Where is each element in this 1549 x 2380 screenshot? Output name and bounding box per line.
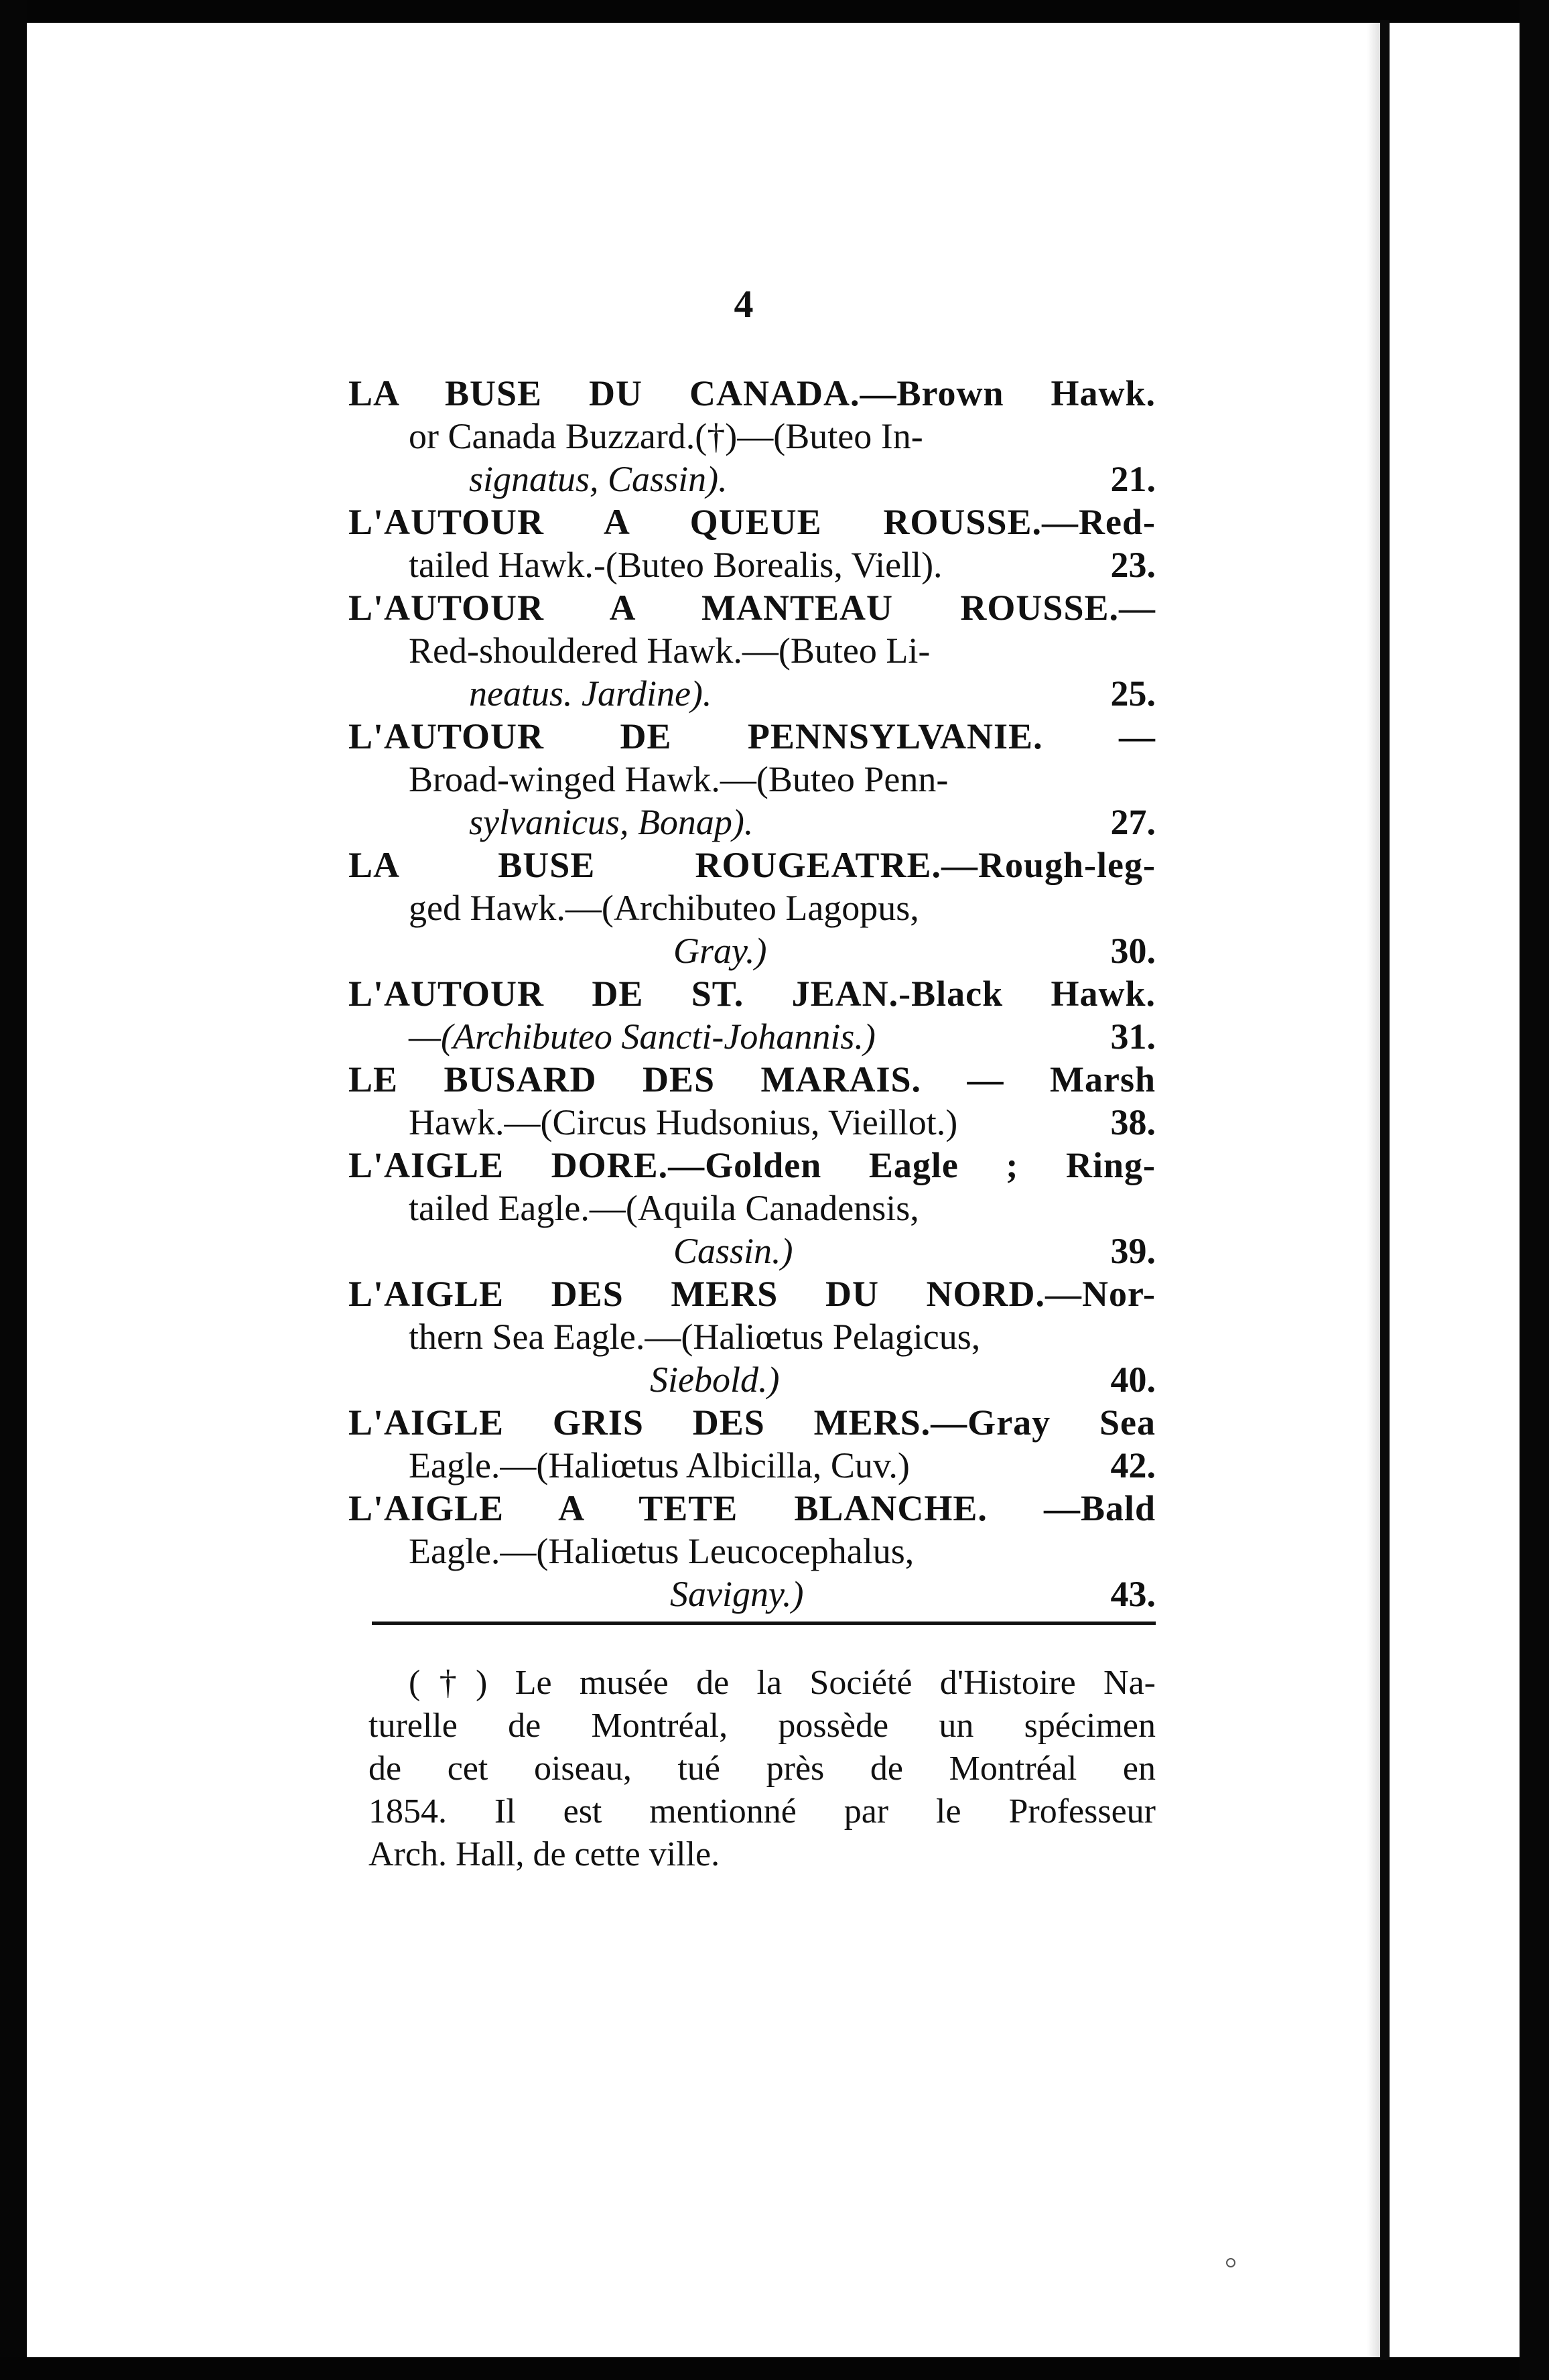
page-reference: 43. xyxy=(1110,1574,1156,1614)
toc-line-text: neatus. Jardine). xyxy=(469,673,712,714)
toc-line xyxy=(348,715,1156,758)
toc-line-text: or Canada Buzzard.(†)—(Buteo In- xyxy=(409,416,923,456)
toc-line xyxy=(348,1401,1156,1444)
page-fold-shadow xyxy=(1367,20,1380,2360)
toc-line xyxy=(348,501,1156,543)
toc-line-text: L'AIGLE A TETE BLANCHE. —Bald xyxy=(348,1488,1156,1528)
toc-line xyxy=(409,1101,1156,1144)
toc-line-text: Eagle.—(Haliœtus Leucocephalus, xyxy=(409,1531,915,1571)
page-reference: 42. xyxy=(1110,1445,1156,1485)
page-reference: 30. xyxy=(1110,931,1156,971)
toc-line-text: Broad-winged Hawk.—(Buteo Penn- xyxy=(409,759,949,799)
toc-line-text: L'AUTOUR DE ST. JEAN.-Black Hawk. xyxy=(348,974,1156,1014)
toc-line-text: Cassin.) xyxy=(673,1231,793,1271)
toc-line xyxy=(469,801,1156,844)
toc-line xyxy=(348,972,1156,1015)
table-of-contents xyxy=(348,372,1156,1615)
toc-line-text: Eagle.—(Haliœtus Albicilla, Cuv.) xyxy=(409,1445,910,1485)
toc-line xyxy=(670,1573,1156,1615)
toc-line-text: signatus, Cassin). xyxy=(469,459,728,499)
page-reference: 21. xyxy=(1110,459,1156,499)
page-reference: 39. xyxy=(1110,1231,1156,1271)
toc-line-text: Siebold.) xyxy=(650,1360,780,1400)
toc-line xyxy=(348,1144,1156,1187)
toc-line-text: thern Sea Eagle.—(Haliœtus Pelagicus, xyxy=(409,1317,981,1357)
page-number: 4 xyxy=(734,282,754,326)
paper-speck xyxy=(1226,2258,1235,2267)
toc-line xyxy=(348,1058,1156,1101)
toc-line xyxy=(673,1230,1156,1272)
footnote-line: 1854. Il est mentionné par le Professeur xyxy=(368,1792,1156,1831)
footnote xyxy=(368,1662,1156,1876)
page-reference: 40. xyxy=(1110,1360,1156,1400)
toc-line-text: L'AUTOUR DE PENNSYLVANIE. — xyxy=(348,716,1156,756)
scan-border-top xyxy=(0,0,1549,23)
footnote-line: (†) Le musée de la Société d'Histoire Na- xyxy=(409,1664,1156,1702)
toc-line xyxy=(348,1272,1156,1315)
toc-line-text: tailed Hawk.-(Buteo Borealis, Viell). xyxy=(409,545,943,585)
toc-line xyxy=(348,372,1156,415)
footnote-line: turelle de Montréal, possède un spécimen xyxy=(368,1707,1156,1745)
toc-line-text: Savigny.) xyxy=(670,1574,804,1614)
toc-line xyxy=(409,629,1156,672)
toc-line xyxy=(409,1530,1156,1573)
page-fold-line xyxy=(1380,20,1390,2360)
toc-line-text: tailed Eagle.—(Aquila Canadensis, xyxy=(409,1188,919,1228)
toc-line xyxy=(409,543,1156,586)
page-reference: 25. xyxy=(1110,673,1156,714)
toc-line xyxy=(409,758,1156,801)
toc-line-text: Gray.) xyxy=(673,931,767,971)
scan-border-right xyxy=(1520,0,1549,2380)
toc-line-text: L'AIGLE DES MERS DU NORD.—Nor- xyxy=(348,1274,1156,1314)
toc-line-text: L'AUTOUR A QUEUE ROUSSE.—Red- xyxy=(348,502,1156,542)
toc-line-text: LA BUSE ROUGEATRE.—Rough-leg- xyxy=(348,845,1156,885)
toc-line-text: Hawk.—(Circus Hudsonius, Vieillot.) xyxy=(409,1102,958,1142)
toc-line xyxy=(348,844,1156,886)
toc-line xyxy=(673,929,1156,972)
footnote-separator xyxy=(372,1622,1156,1625)
toc-line xyxy=(409,886,1156,929)
toc-line-text: Red-shouldered Hawk.—(Buteo Li- xyxy=(409,631,931,671)
toc-line xyxy=(469,672,1156,715)
toc-line xyxy=(348,1487,1156,1530)
page-reference: 38. xyxy=(1110,1102,1156,1142)
toc-line xyxy=(409,415,1156,458)
toc-line-text: LE BUSARD DES MARAIS. — Marsh xyxy=(348,1059,1156,1100)
scan-border-bottom xyxy=(0,2357,1549,2380)
toc-line xyxy=(469,458,1156,501)
toc-line xyxy=(409,1444,1156,1487)
page-reference: 27. xyxy=(1110,802,1156,842)
toc-line xyxy=(348,586,1156,629)
toc-line-text: L'AIGLE GRIS DES MERS.—Gray Sea xyxy=(348,1402,1156,1443)
toc-line-text: L'AIGLE DORE.—Golden Eagle ; Ring- xyxy=(348,1145,1156,1185)
toc-line-text: —(Archibuteo Sancti-Johannis.) xyxy=(409,1016,876,1057)
footnote-line: Arch. Hall, de cette ville. xyxy=(368,1835,720,1873)
toc-line xyxy=(409,1315,1156,1358)
toc-line xyxy=(409,1187,1156,1230)
toc-line-text: ged Hawk.—(Archibuteo Lagopus, xyxy=(409,888,919,928)
toc-line xyxy=(650,1358,1156,1401)
toc-line-text: LA BUSE DU CANADA.—Brown Hawk. xyxy=(348,373,1156,413)
toc-line-text: sylvanicus, Bonap). xyxy=(469,802,754,842)
scan-border-left xyxy=(0,0,27,2380)
toc-line-text: L'AUTOUR A MANTEAU ROUSSE.— xyxy=(348,588,1156,628)
footnote-line: de cet oiseau, tué près de Montréal en xyxy=(368,1749,1156,1788)
page-reference: 31. xyxy=(1110,1016,1156,1057)
toc-line xyxy=(409,1015,1156,1058)
page-reference: 23. xyxy=(1110,545,1156,585)
